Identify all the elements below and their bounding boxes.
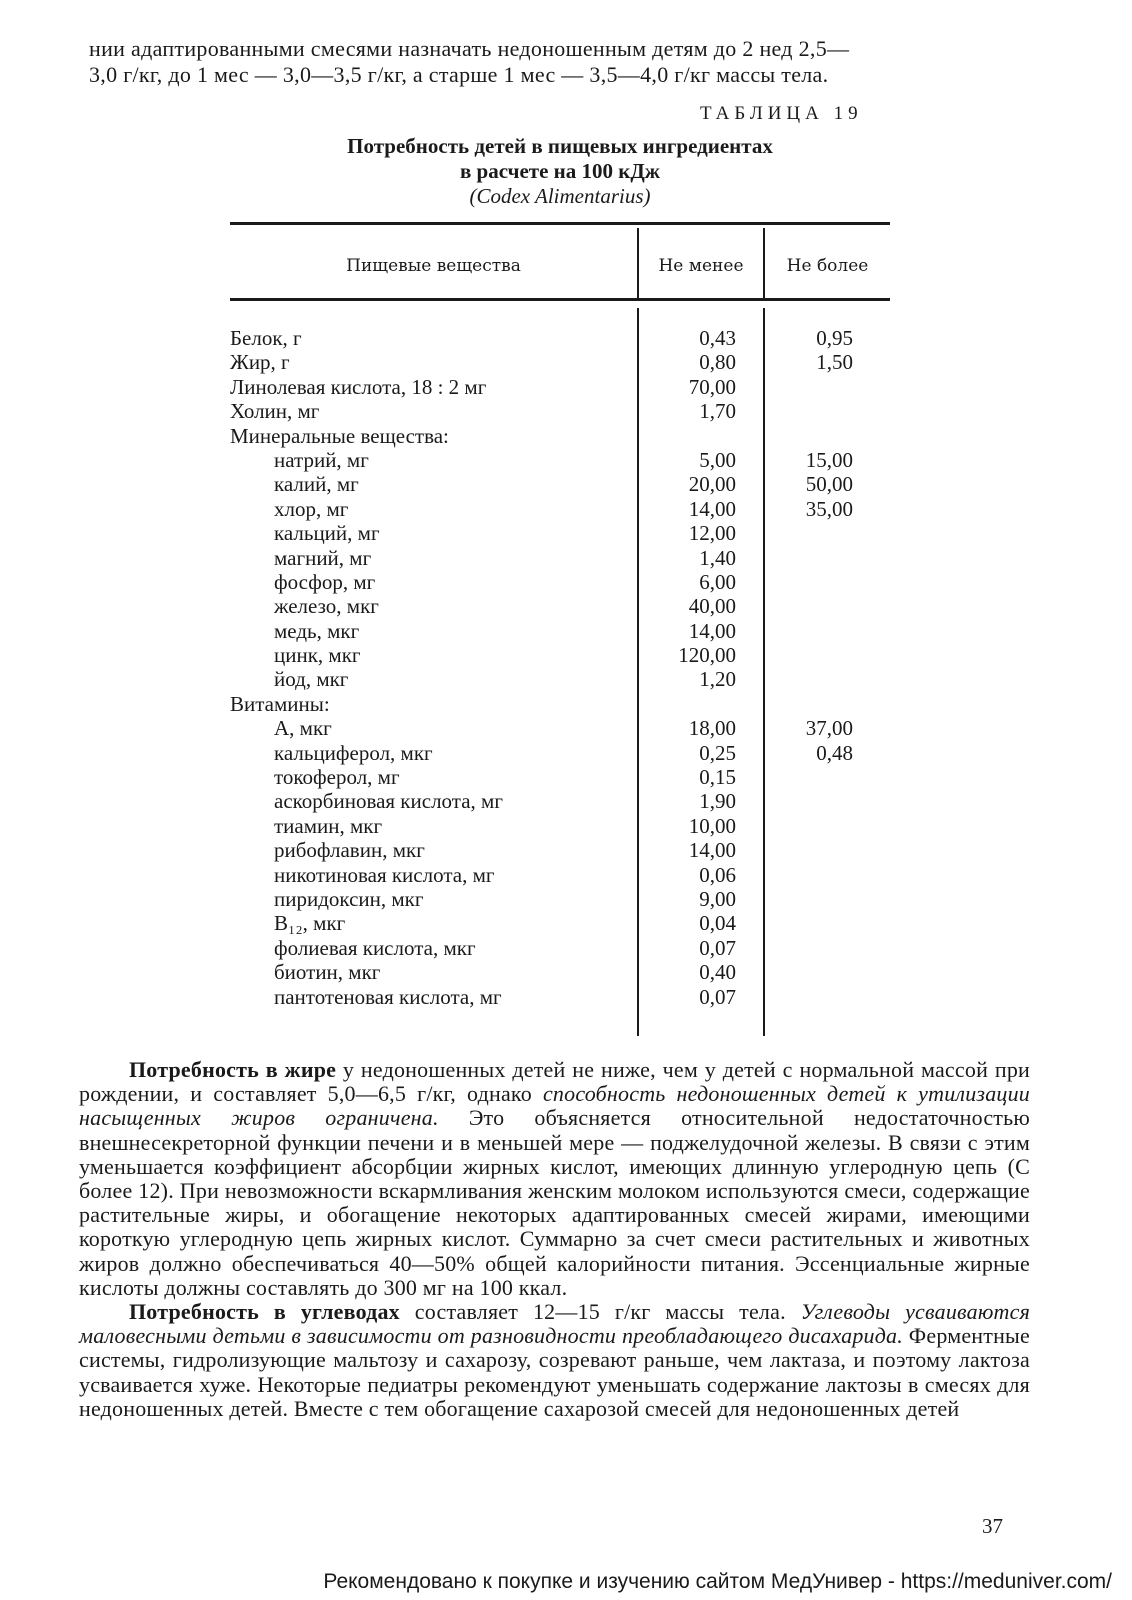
nutrient-name: B₁₂, мкг	[274, 911, 346, 936]
max-value: 37,00	[805, 716, 853, 741]
table-row	[230, 741, 890, 765]
max-value: 35,00	[805, 496, 853, 521]
max-value: 1,50	[816, 350, 853, 375]
intro-line: 3,0 г/кг, до 1 мес — 3,0—3,5 г/кг, а старше 1 мес — 3,5—4,0 г/кг массы тела.	[89, 62, 829, 87]
heading-fat: Потребность в жире	[129, 1057, 337, 1082]
min-value: 1,20	[699, 667, 736, 692]
table-row	[230, 375, 890, 399]
intro-paragraph	[89, 36, 1039, 88]
nutrient-name: аскорбиновая кислота, мг	[274, 789, 503, 814]
table-row	[230, 960, 890, 984]
table-row	[230, 521, 890, 545]
nutrient-name: хлор, мг	[274, 496, 349, 521]
min-value: 14,00	[688, 838, 736, 863]
table-row	[230, 887, 890, 911]
nutrient-name: А, мкг	[274, 716, 332, 741]
min-value: 120,00	[678, 643, 736, 668]
table-title-source: (Codex Alimentarius)	[469, 184, 651, 208]
header-substance: Пищевые вещества	[346, 256, 521, 276]
table-row	[230, 350, 890, 374]
table-row	[230, 765, 890, 789]
nutrient-name: Холин, мг	[230, 399, 320, 424]
table-row	[230, 716, 890, 740]
nutrient-name: никотиновая кислота, мг	[274, 862, 495, 887]
table-title	[230, 134, 890, 209]
nutrient-name: Минеральные вещества:	[230, 423, 449, 448]
table-row	[230, 911, 890, 935]
table-label: ТАБЛИЦА 19	[700, 103, 863, 124]
table-top-rule	[230, 222, 890, 225]
nutrient-name: Белок, г	[230, 326, 302, 350]
table-row	[230, 448, 890, 472]
min-value: 5,00	[699, 447, 736, 472]
text-run: Ферментные системы, гидролизующие мальтозу и сахарозу, созревают раньше, чем лактаза, и поэтому лактоза усваивается хуже. Некоторые педиатры рекомендуют уменьшать содержание лактозы в смесях для недоношенных детей. Вместе с тем обогащение сахарозой смесей для недоношенных детей	[79, 1323, 1030, 1421]
nutrient-name: калий, мг	[274, 472, 359, 497]
table-row	[230, 326, 890, 350]
table-row	[230, 643, 890, 667]
table-row	[230, 985, 890, 1009]
footer-watermark: Рекомендовано к покупке и изучению сайтом МедУнивер - https://meduniver.com/	[323, 1570, 1112, 1593]
min-value: 20,00	[688, 472, 736, 497]
max-value: 0,48	[816, 740, 853, 765]
nutrient-name: цинк, мкг	[274, 643, 361, 668]
header-min: Не менее	[658, 256, 744, 276]
body-text	[79, 1058, 1030, 1421]
table-row	[230, 863, 890, 887]
table-row	[230, 594, 890, 618]
nutrient-name: пантотеновая кислота, мг	[274, 984, 502, 1009]
table-row	[230, 838, 890, 862]
table-row	[230, 424, 890, 448]
min-value: 0,07	[699, 984, 736, 1009]
table-row	[230, 472, 890, 496]
nutrient-name: Линолевая кислота, 18 : 2 мг	[230, 374, 487, 399]
min-value: 0,06	[699, 862, 736, 887]
nutrient-name: тиамин, мкг	[274, 813, 383, 838]
min-value: 0,25	[699, 740, 736, 765]
nutrient-name: магний, мг	[274, 545, 372, 570]
max-value: 0,95	[816, 326, 853, 350]
nutrient-name: натрий, мг	[274, 447, 369, 472]
nutrient-name: Витамины:	[230, 691, 330, 716]
table-row	[230, 546, 890, 570]
table-title-line: в расчете на 100 кДж	[459, 159, 661, 183]
max-value: 50,00	[805, 472, 853, 497]
min-value: 18,00	[688, 716, 736, 741]
nutrient-name: токоферол, мг	[274, 765, 400, 790]
nutrient-name: железо, мкг	[274, 594, 379, 619]
min-value: 14,00	[688, 618, 736, 643]
nutrient-name: кальций, мг	[274, 521, 380, 546]
table-row	[230, 936, 890, 960]
table-row	[230, 619, 890, 643]
table-row	[230, 814, 890, 838]
nutrient-name: Жир, г	[230, 350, 290, 375]
min-value: 0,80	[699, 350, 736, 375]
nutrient-name: фосфор, мг	[274, 569, 376, 594]
max-value: 15,00	[805, 447, 853, 472]
paragraph-fat	[79, 1058, 1030, 1300]
min-value: 0,07	[699, 935, 736, 960]
nutrient-name: рибофлавин, мкг	[274, 838, 425, 863]
intro-line: нии адаптированными смесями назначать недоношенным детям до 2 нед 2,5—	[89, 36, 850, 61]
min-value: 70,00	[688, 374, 736, 399]
page-number: 37	[982, 1514, 1003, 1538]
min-value: 14,00	[688, 496, 736, 521]
table-body	[230, 326, 890, 1009]
min-value: 0,40	[699, 960, 736, 985]
table-row	[230, 497, 890, 521]
table-row	[230, 399, 890, 423]
min-value: 1,90	[699, 789, 736, 814]
heading-carbs: Потребность в углеводах	[129, 1299, 400, 1325]
min-value: 9,00	[699, 886, 736, 911]
table-header-rule	[230, 298, 890, 301]
min-value: 0,15	[699, 765, 736, 790]
min-value: 0,04	[699, 911, 736, 936]
table-row	[230, 570, 890, 594]
nutrient-name: биотин, мкг	[274, 960, 381, 985]
italic-run: способность недоношенных детей к утилизации насыщенных жиров ограничена.	[79, 1081, 1030, 1131]
min-value: 40,00	[688, 594, 736, 619]
table-row	[230, 667, 890, 691]
table-title-line: Потребность детей в пищевых ингредиентах	[347, 134, 773, 158]
min-value: 10,00	[688, 813, 736, 838]
nutrient-table	[230, 222, 890, 1040]
paragraph-carbs	[79, 1300, 1030, 1421]
table-row	[230, 692, 890, 716]
text-run: Это объясняется относительной недостаточностью внешнесекреторной функции печени и в меньшей мере — поджелудочной железы. В связи с этим уменьшается коэффициент абсорбции жирных кислот, имеющих длинную углеродную цепь (С более 12). При невозможности вскармливания женским молоком используются смеси, содержащие растительные жиры, и обогащение некоторых адаптированных смесей жирами, имеющими короткую углеродную цепь жирных кислот. Суммарно за счет смеси растительных и животных жиров должно обеспечиваться 40—50% общей калорийности питания. Эссенциальные жирные кислоты должны составлять до 300 мг на 100 ккал.	[79, 1105, 1030, 1300]
nutrient-name: йод, мкг	[274, 667, 349, 692]
nutrient-name: фолиевая кислота, мкг	[274, 935, 476, 960]
italic-run: Углеводы усваиваются маловесными детьми в зависимости от разновидности преобладающего дисахарида.	[79, 1299, 1031, 1349]
min-value: 1,70	[699, 399, 736, 424]
nutrient-name: медь, мкг	[274, 618, 360, 643]
min-value: 12,00	[688, 521, 736, 546]
min-value: 6,00	[699, 569, 736, 594]
text-run: у недоношенных детей не ниже, чем у детей с нормальной массой при рождении, и составляет 5,0—6,5 г/кг, однако	[79, 1057, 1030, 1107]
min-value: 0,43	[699, 326, 736, 350]
table-row	[230, 789, 890, 813]
nutrient-name: кальциферол, мкг	[274, 740, 433, 765]
nutrient-name: пиридоксин, мкг	[274, 886, 424, 911]
text-run: составляет 12—15 г/кг массы тела.	[399, 1299, 801, 1325]
min-value: 1,40	[699, 545, 736, 570]
header-max: Не более	[786, 256, 869, 276]
